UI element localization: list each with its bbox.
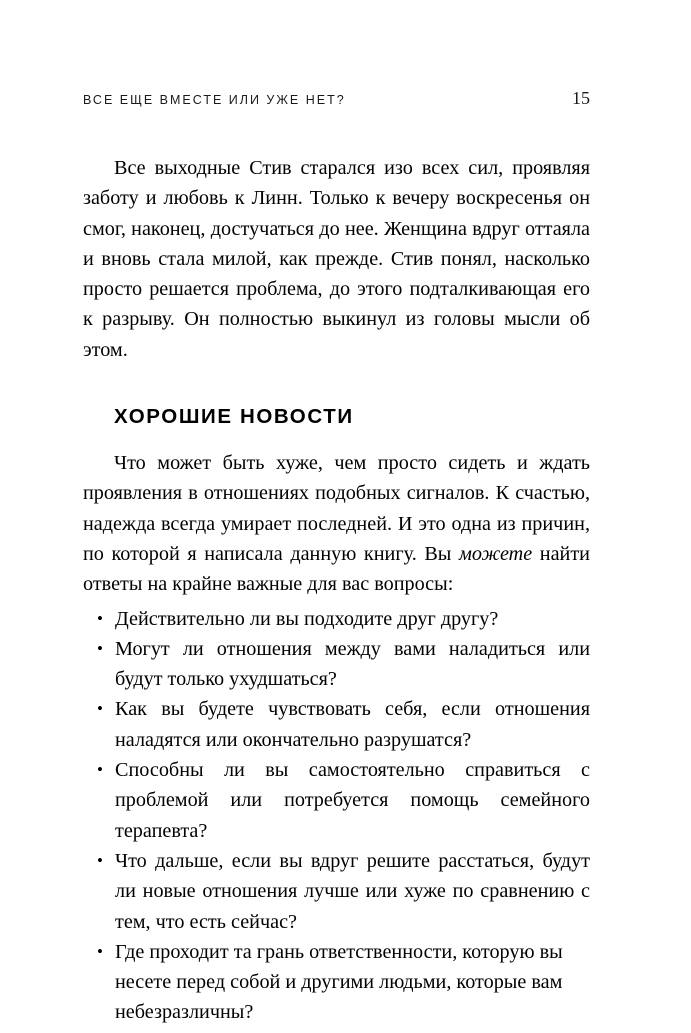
section-heading: ХОРОШИЕ НОВОСТИ <box>114 405 354 429</box>
paragraph-intro: Все выходные Стив старался изо всех сил, проявляя заботу и любовь к Линн. Только к вечеру воскресенья он смог, наконец, достучаться до нее. Женщина вдруг оттаяла и вновь стала милой, как прежде. Стив понял, насколько просто решается проблема, до этого подталкивающая его к разрыву. Он полностью выкинул из головы мысли об этом. <box>83 157 590 361</box>
list-item: • Действительно ли вы подходите друг другу? <box>83 604 590 634</box>
running-head <box>83 88 590 109</box>
list-item: • Что дальше, если вы вдруг решите расстаться, будут ли новые отношения лучше или хуже по сравнению с тем, что есть сейчас? <box>83 846 590 937</box>
running-head-title: ВСЕ ЕЩЕ ВМЕСТЕ ИЛИ УЖЕ НЕТ? <box>83 93 346 107</box>
page-number: 15 <box>572 88 590 108</box>
page-content <box>83 88 590 1028</box>
list-item: • Могут ли отношения между вами наладиться или будут только ухудшаться? <box>83 634 590 695</box>
paragraph-good-news-part1: Что может быть хуже, чем просто сидеть и ждать проявления в отношениях подобных сигналов. К счастью, надежда всегда умирает последней. И это одна из причин, по которой я написала данную книгу. Вы <box>83 452 590 565</box>
paragraph-good-news-emphasis: можете <box>458 542 533 565</box>
paragraph-good-news-part2: найти ответы на крайне важные для вас вопросы: <box>83 542 590 596</box>
list-item: • Где проходит та грань ответственности, которую вы несете перед собой и другими людьми, которые вам небезразличны? <box>83 937 590 1028</box>
question-list <box>83 604 590 1028</box>
list-item: • Способны ли вы самостоятельно справиться с проблемой или потребуется помощь семейного терапевта? <box>83 755 590 846</box>
list-item: • Как вы будете чувствовать себя, если отношения наладятся или окончательно разрушатся? <box>83 694 590 755</box>
paragraph-good-news <box>83 448 590 599</box>
